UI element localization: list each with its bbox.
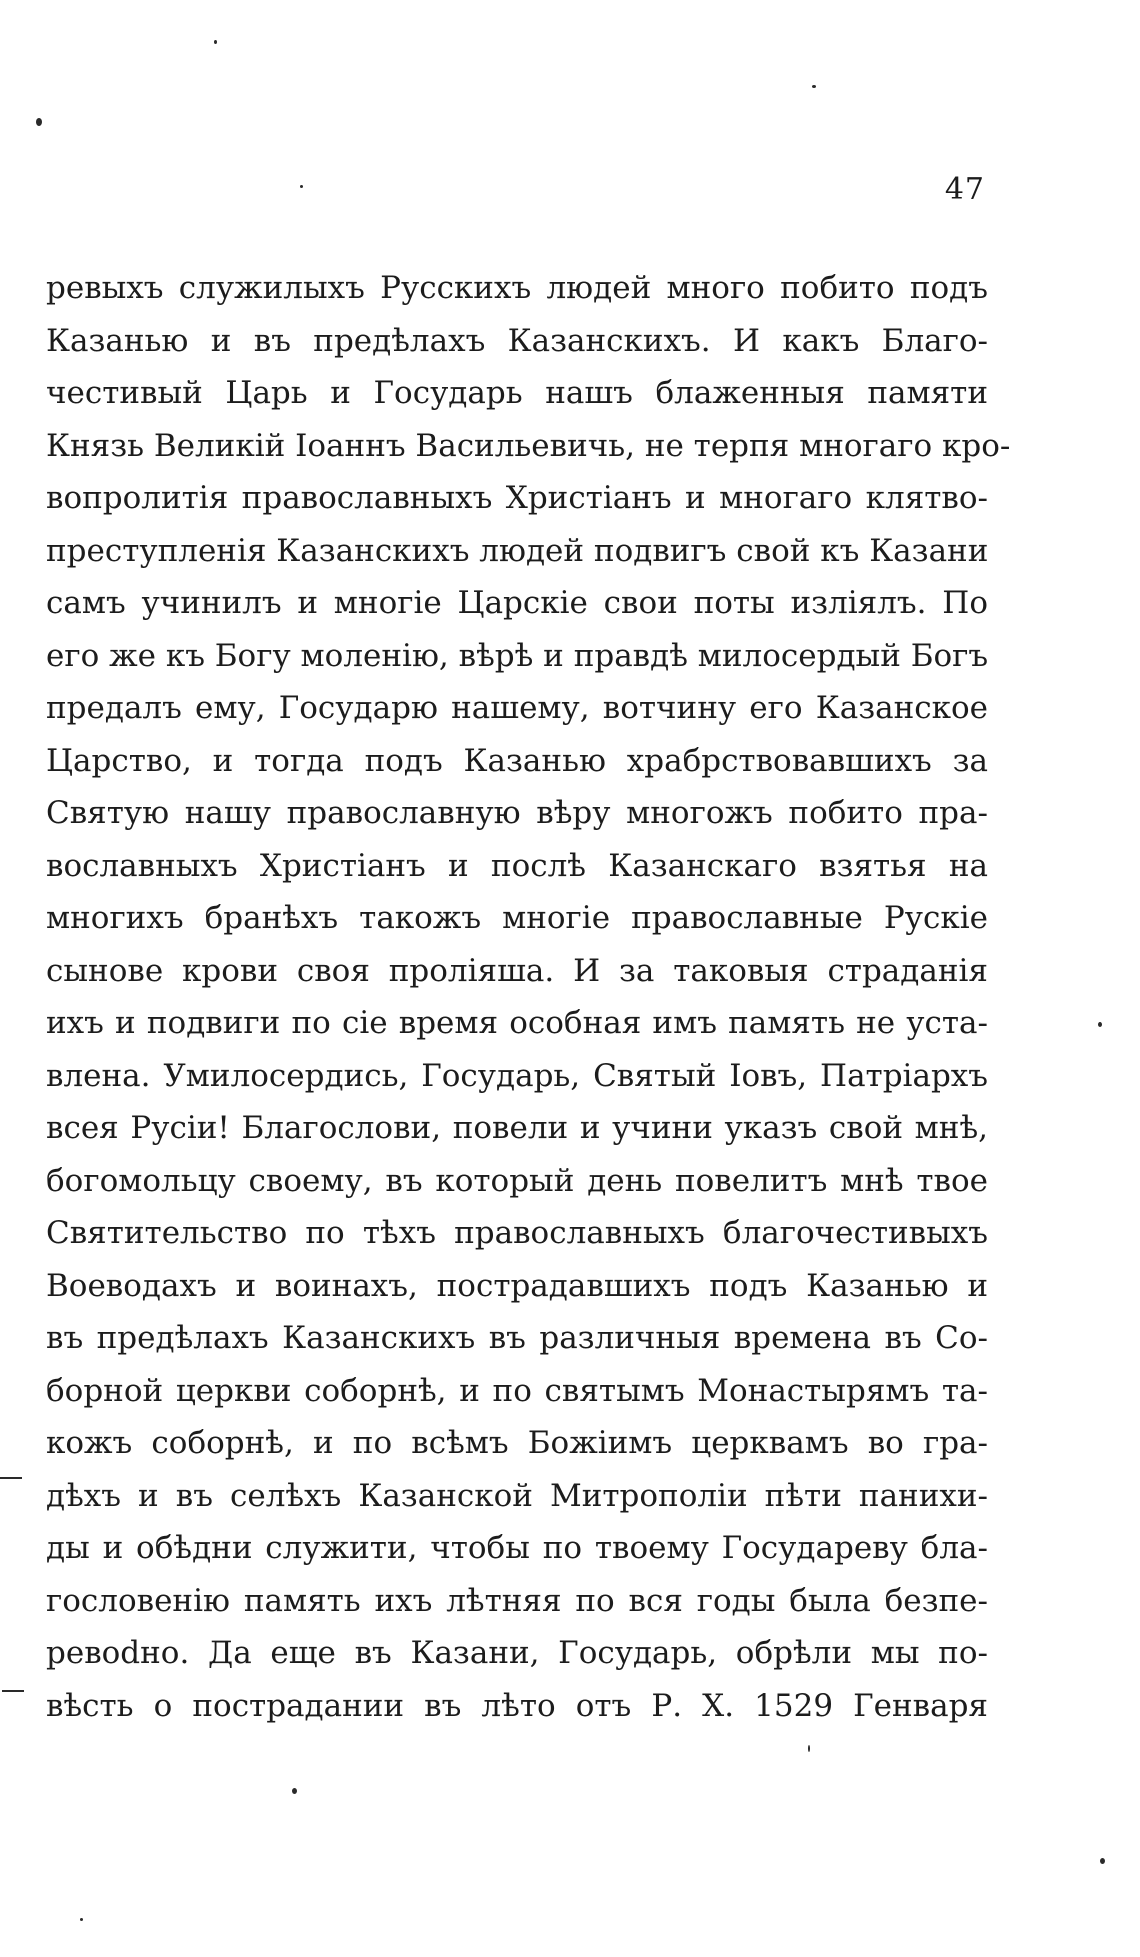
text-line: самъ учинилъ и многіе Царскіе свои поты изліялъ. По [46,585,988,621]
scan-speck [300,185,303,188]
text-line: предалъ ему, Государю нашему, вотчину его Казанское [46,690,988,726]
text-line: кожъ соборнѣ, и по всѣмъ Божіимъ церквамъ во гра- [46,1425,988,1461]
text-line: вославныхъ Христіанъ и послѣ Казанскаго взятья на [46,847,988,884]
text-line: сынове крови своя проліяша. И за таковыя страданія [46,952,988,989]
text-line: Князь Великій Іоаннъ Васильевичь, не терпя многаго кро- [46,427,1011,464]
text-line: всея Русіи! Благослови, повели и учини указъ свой мнѣ, [46,1110,988,1146]
text-line: Святую нашу православную вѣру многожъ побито пра- [46,795,988,831]
scan-speck [812,85,816,88]
body-text [46,262,1011,1732]
scan-speck [292,1788,297,1794]
scan-speck [36,118,42,126]
scan-speck [1100,1858,1105,1864]
text-line: его же къ Богу моленію, вѣрѣ и правдѣ милосердый Богъ [46,637,989,674]
text-line: честивый Царь и Государь нашъ блаженныя памяти [46,375,988,411]
text-line: Казанью и въ предѣлахъ Казанскихъ. И какъ Благо- [46,322,988,359]
text-line: ды и обѣдни служити, чтобы по твоему Государеву бла- [46,1530,988,1566]
margin-mark [0,1477,22,1479]
text-line: влена. Умилосердись, Государь, Святый Іовъ, Патріархъ [46,1057,988,1094]
margin-mark [2,1690,24,1692]
text-line: борной церкви соборнѣ, и по святымъ Монастырямъ та- [46,1372,988,1409]
text-line: гословенію память ихъ лѣтняя по вся годы была безпе- [46,1582,988,1619]
text-line: ревodно. Да еще въ Казани, Государь, обрѣли мы по- [46,1635,988,1671]
text-line: дѣхъ и въ селѣхъ Казанской Митрополіи пѣти панихи- [46,1477,988,1514]
text-line: преступленія Казанскихъ людей подвигъ свой къ Казани [46,532,989,569]
scan-speck [214,40,217,44]
scan-speck [80,1918,83,1921]
scan-speck [808,1745,810,1752]
text-line: вѣсть о пострадании въ лѣто отъ Р. Х. 1529 Генваря [46,1687,988,1724]
text-line: Царство, и тогда подъ Казанью храбрствовавшихъ за [46,742,988,779]
scan-speck [1098,1022,1102,1027]
page-number: 47 [944,172,985,207]
text-line: богомольцу своему, въ который день повелитъ мнѣ твое [46,1162,988,1199]
text-line: вопролитія православныхъ Христіанъ и многаго клятво- [46,480,988,516]
text-line: Воеводахъ и воинахъ, пострадавшихъ подъ Казанью и [46,1267,988,1304]
text-line: многихъ бранѣхъ такожъ многіе православные Рускіе [46,900,988,936]
text-line: ихъ и подвиги по сіе время особная имъ память не уста- [46,1005,988,1041]
text-line: въ предѣлахъ Казанскихъ въ различныя времена въ Со- [46,1320,988,1356]
text-line: Святительство по тѣхъ православныхъ благочестивыхъ [46,1215,988,1251]
text-line: ревыхъ служилыхъ Русскихъ людей много побито подъ [46,270,988,306]
